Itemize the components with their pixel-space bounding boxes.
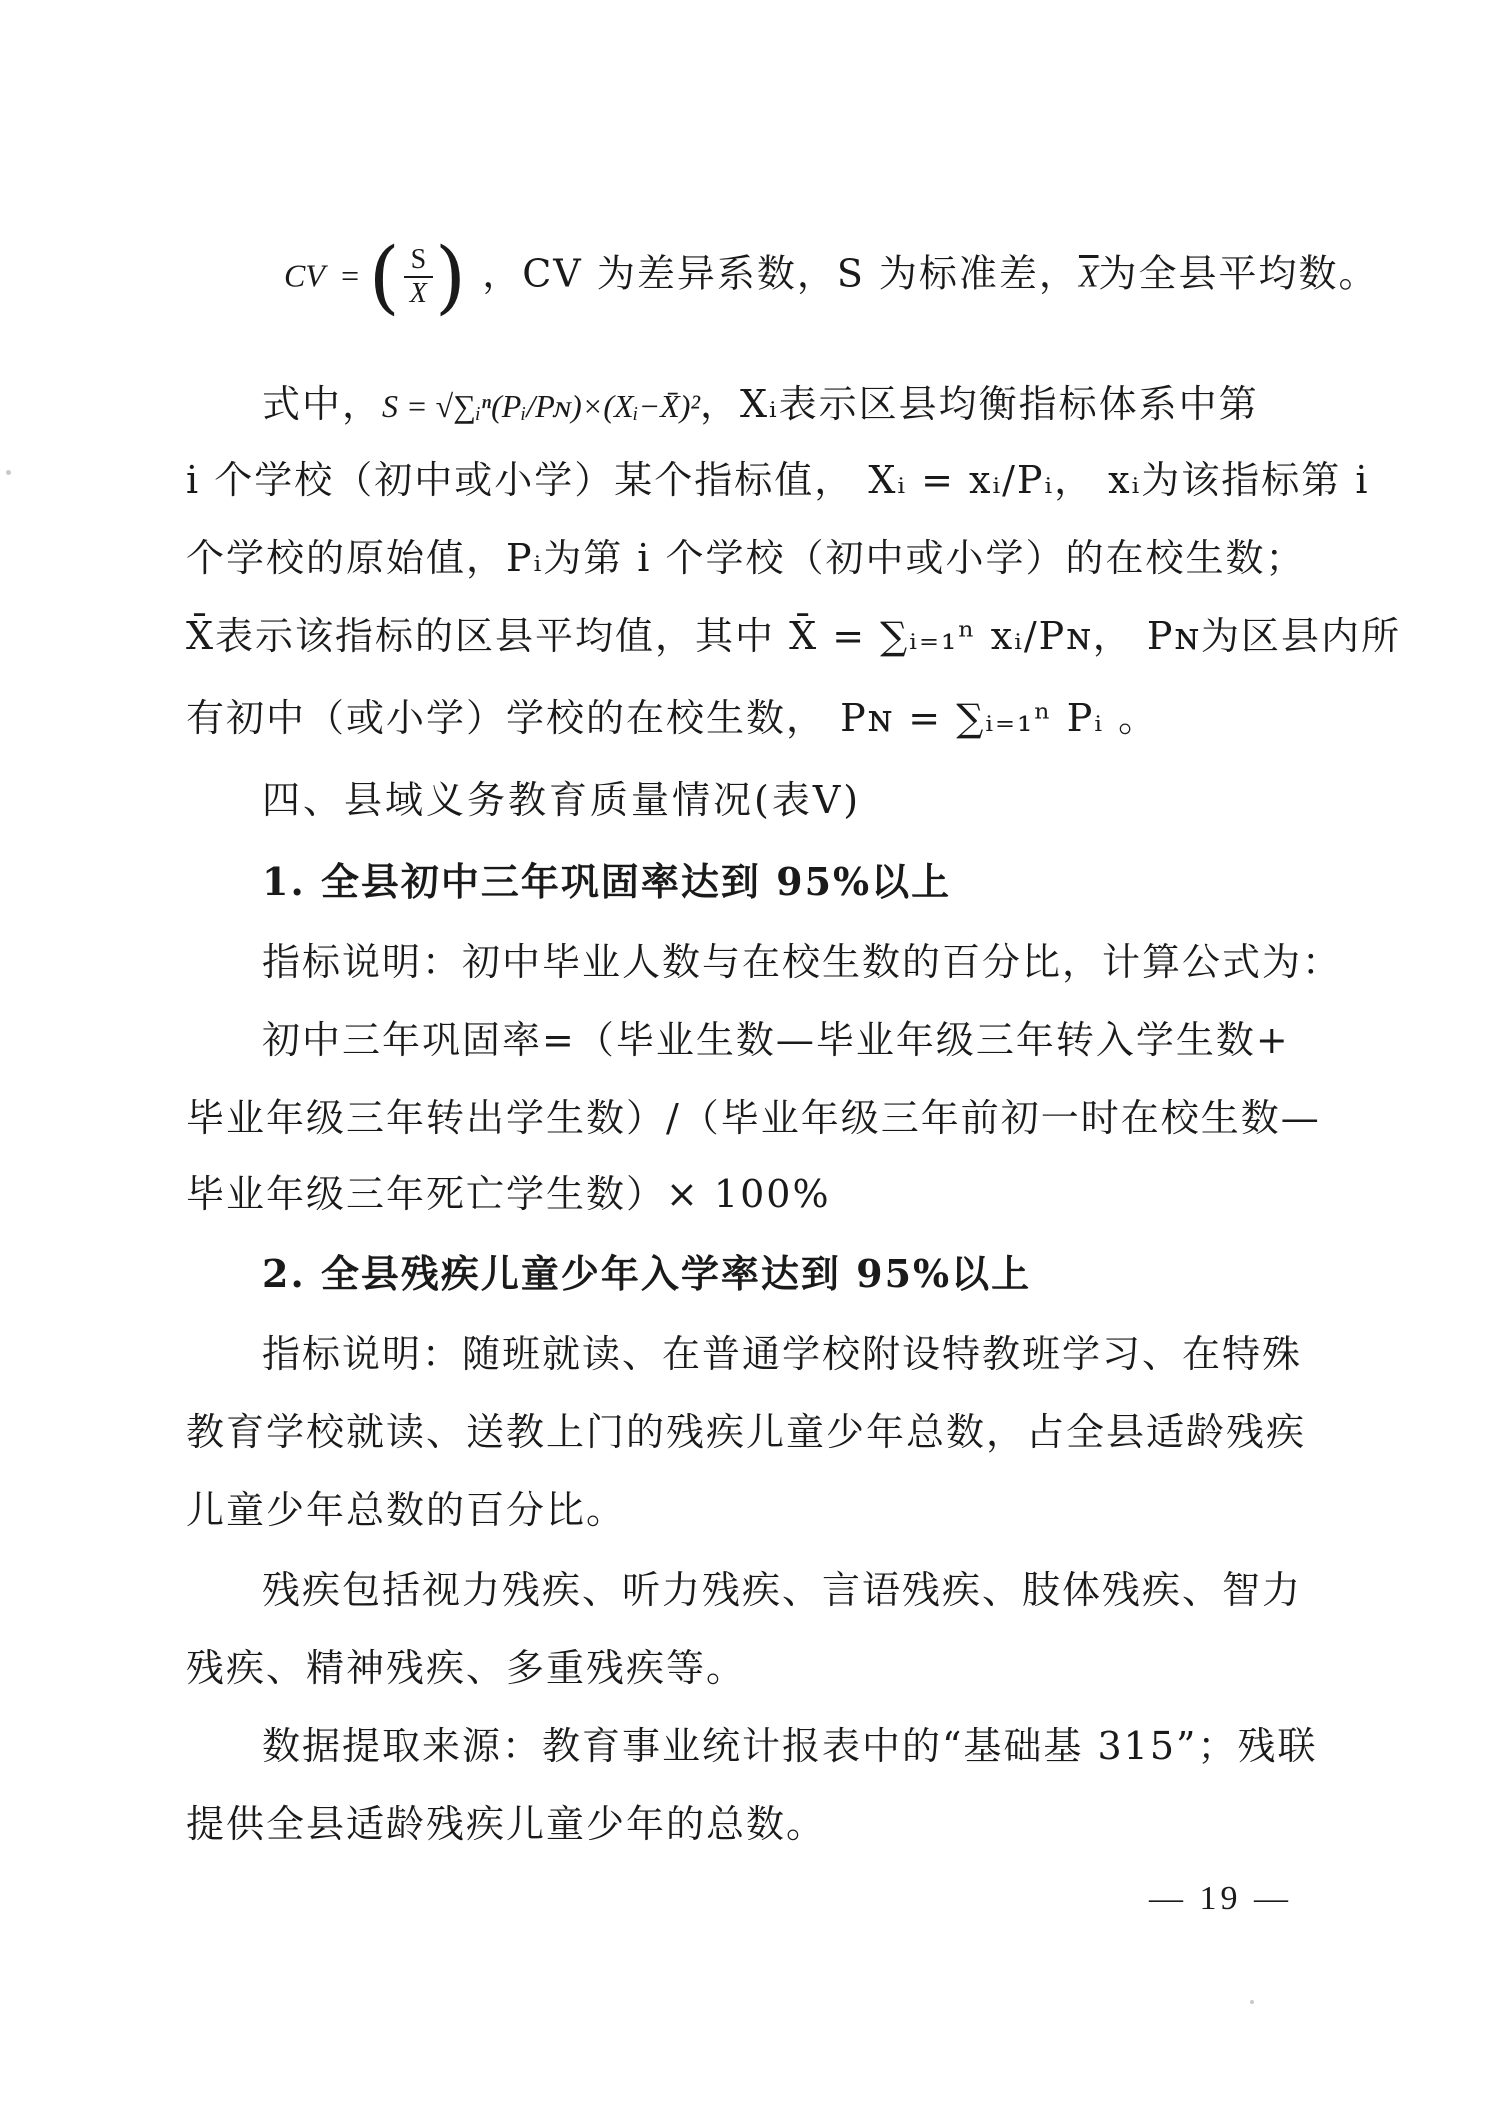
- x-bar-symbol: $\overline{X}$: [1078, 257, 1099, 294]
- item-1-title: 1. 全县初中三年巩固率达到 95%以上: [262, 859, 952, 904]
- paragraph-line: X̄表示该指标的区县平均值，其中 X̄ = ∑ᵢ₌₁ⁿ xᵢ/Pɴ， Pɴ为区县内所: [186, 614, 1401, 658]
- disability-types: 残疾包括视力残疾、听力残疾、言语残疾、肢体残疾、智力: [262, 1568, 1303, 1612]
- paragraph-line: 个学校的原始值，Pᵢ为第 i 个学校（初中或小学）的在校生数；: [186, 536, 1306, 580]
- item-1-formula-line: 毕业年级三年死亡学生数）× 100%: [186, 1172, 831, 1216]
- item-1-formula-line: 初中三年巩固率=（毕业生数—毕业年级三年转入学生数+: [262, 1018, 1290, 1062]
- item-2-description: 教育学校就读、送教上门的残疾儿童少年总数，占全县适龄残疾: [186, 1410, 1307, 1454]
- paragraph-line: i 个学校（初中或小学）某个指标值， Xᵢ = xᵢ/Pᵢ， xᵢ为该指标第 i: [186, 458, 1370, 502]
- section-heading: 四、县域义务教育质量情况(表Ⅴ): [262, 778, 862, 822]
- std-dev-formula: S = √∑ᵢⁿ(Pᵢ/Pɴ)×(Xᵢ−X̄)²: [382, 388, 700, 424]
- cv-description-end: 为全县平均数。: [1098, 251, 1379, 296]
- item-1-description: 指标说明：初中毕业人数与在校生数的百分比，计算公式为：: [262, 940, 1343, 984]
- cv-description: ，CV 为差异系数，S 为标准差，: [482, 251, 1079, 296]
- item-2-description: 儿童少年总数的百分比。: [186, 1488, 627, 1532]
- item-1-formula-line: 毕业年级三年转出学生数）/（毕业年级三年前初一时在校生数—: [186, 1096, 1321, 1140]
- cv-symbol: CV: [284, 257, 325, 294]
- data-source: 数据提取来源：教育事业统计报表中的“基础基 315”；残联: [262, 1724, 1318, 1768]
- cv-formula-line: CV = ( $\frac{S}{X}$ ) ，CV 为差异系数，S 为标准差，$\overline{X}$为全县平均数。: [284, 230, 1379, 323]
- scan-artifact: [6, 470, 11, 475]
- data-source: 提供全县适龄残疾儿童少年的总数。: [186, 1802, 827, 1846]
- item-2-description: 指标说明：随班就读、在普通学校附设特教班学习、在特殊: [262, 1332, 1303, 1376]
- s-formula-line: 式中，S = √∑ᵢⁿ(Pᵢ/Pɴ)×(Xᵢ−X̄)²，Xᵢ表示区县均衡指标体系中第: [262, 382, 1259, 426]
- item-2-title: 2. 全县残疾儿童少年入学率达到 95%以上: [262, 1251, 1032, 1296]
- s-over-x-fraction: $\frac{S}{X}$: [404, 244, 433, 310]
- scan-artifact: [1250, 2000, 1254, 2004]
- page-number: — 19 —: [1149, 1880, 1292, 1917]
- paragraph-line: 有初中（或小学）学校的在校生数， Pɴ = ∑ᵢ₌₁ⁿ Pᵢ 。: [186, 696, 1159, 740]
- disability-types: 残疾、精神残疾、多重残疾等。: [186, 1646, 747, 1690]
